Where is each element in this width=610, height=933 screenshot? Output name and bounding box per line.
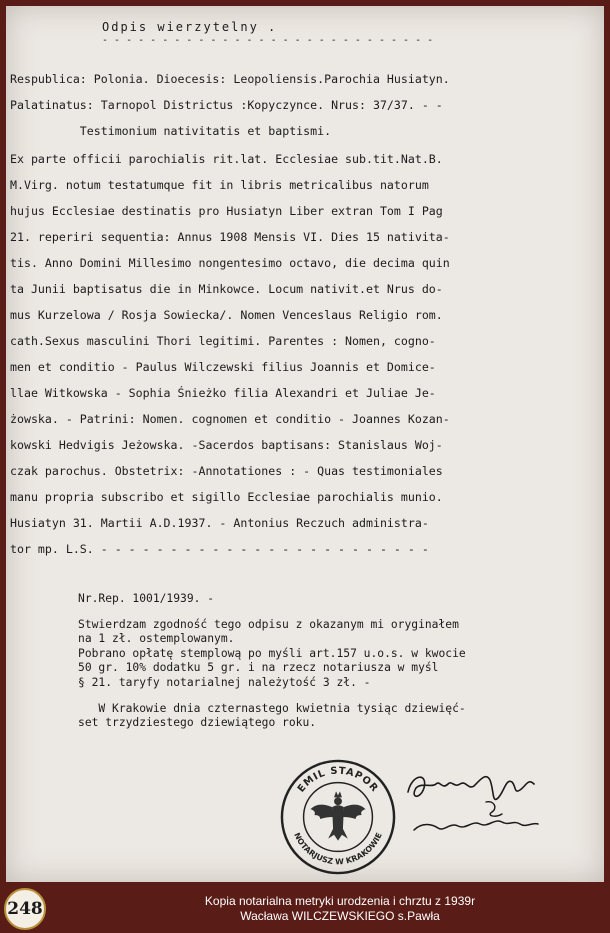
eagle-icon xyxy=(310,791,365,840)
caption-line-1: Kopia notarialna metryki urodzenia i chrztu z 1939r xyxy=(204,894,476,908)
notary-seal xyxy=(279,758,397,876)
document-line: Ex parte officii parochialis rit.lat. Ecclesiae sub.tit.Nat.B. xyxy=(10,152,443,166)
notary-line: 50 gr. 10% dodatku 5 gr. i na rzecz notariusza w myśl xyxy=(10,661,439,674)
document-line: Respublica: Polonia. Dioecesis: Leopoliensis.Parochia Husiatyn. xyxy=(10,72,450,86)
notary-line: Pobrano opłatę stemplową po myśli art.157 u.o.s. w kwocie xyxy=(10,647,466,660)
notary-line: set trzydziestego dziewiątego roku. xyxy=(10,716,317,729)
document-line: Testimonium nativitatis et baptismi. xyxy=(10,124,332,138)
document-line: men et conditio - Paulus Wilczewski filius Joannis et Domice- xyxy=(10,360,436,374)
document-line: 21. reperiri sequentia: Annus 1908 Mensis VI. Dies 15 nativita- xyxy=(10,230,450,244)
document-line: hujus Ecclesiae destinatis pro Husiatyn Liber extran Tom I Pag xyxy=(10,204,443,218)
seal-text-top: EMIL STAPOR xyxy=(295,765,381,795)
notary-line: Nr.Rep. 1001/1939. - xyxy=(10,592,215,605)
title-underline: - - - - - - - - - - - - - - - - - - - - - - - - - - - - xyxy=(102,35,434,46)
notary-line: § 21. taryfy notarialnej należytość 3 zł. - xyxy=(10,676,371,689)
document-line: czak parochus. Obstetrix: -Annotationes : - Quas testimoniales xyxy=(10,464,443,478)
notary-line: Stwierdzam zgodność tego odpisu z okazanym mi oryginałem xyxy=(10,618,459,631)
document-line: Husiatyn 31. Martii A.D.1937. - Antonius Reczuch administra- xyxy=(10,516,429,530)
page-number-badge: 248 xyxy=(4,888,46,930)
document-scan xyxy=(6,6,604,882)
notary-signature xyxy=(402,758,562,858)
seal-text-bottom: NOTARJUSZ W KRAKOWIE xyxy=(292,831,384,867)
document-line: cath.Sexus masculini Thori legitimi. Parentes : Nomen, cogno- xyxy=(10,334,436,348)
notary-line: W Krakowie dnia czternastego kwietnia tysiąc dziewięć- xyxy=(10,702,466,715)
document-line: manu propria subscribo et sigillo Ecclesiae parochialis munio. xyxy=(10,490,443,504)
document-line: M.Virg. notum testatumque fit in libris metricalibus natorum xyxy=(10,178,429,192)
document-line: żowska. - Patrini: Nomen. cognomen et conditio - Joannes Kozan- xyxy=(10,412,450,426)
document-line: mus Kurzelowa / Rosja Sowiecka/. Nomen Venceslaus Religio rom. xyxy=(10,308,443,322)
document-line: ta Junii baptisatus die in Minkowce. Locum nativit.et Nrus do- xyxy=(10,282,443,296)
document-line: tor mp. L.S. - - - - - - - - - - - - - - - - - - - - - - - - xyxy=(10,542,429,556)
caption-line-2: Wacława WILCZEWSKIEGO s.Pawła xyxy=(240,909,440,923)
document-title: Odpis wierzytelny . xyxy=(102,20,278,34)
document-line: tis. Anno Domini Millesimo nongentesimo octavo, die decima quin xyxy=(10,256,450,270)
document-line: kowski Hedvigis Jeżowska. -Sacerdos baptisans: Stanislaus Woj- xyxy=(10,438,443,452)
document-line: Palatinatus: Tarnopol Districtus :Kopyczynce. Nrus: 37/37. - - xyxy=(10,98,443,112)
notary-line: na 1 zł. ostemplowanym. xyxy=(10,632,235,645)
document-line: llae Witkowska - Sophia Śnieżko filia Alexandri et Juliae Je- xyxy=(10,386,436,400)
